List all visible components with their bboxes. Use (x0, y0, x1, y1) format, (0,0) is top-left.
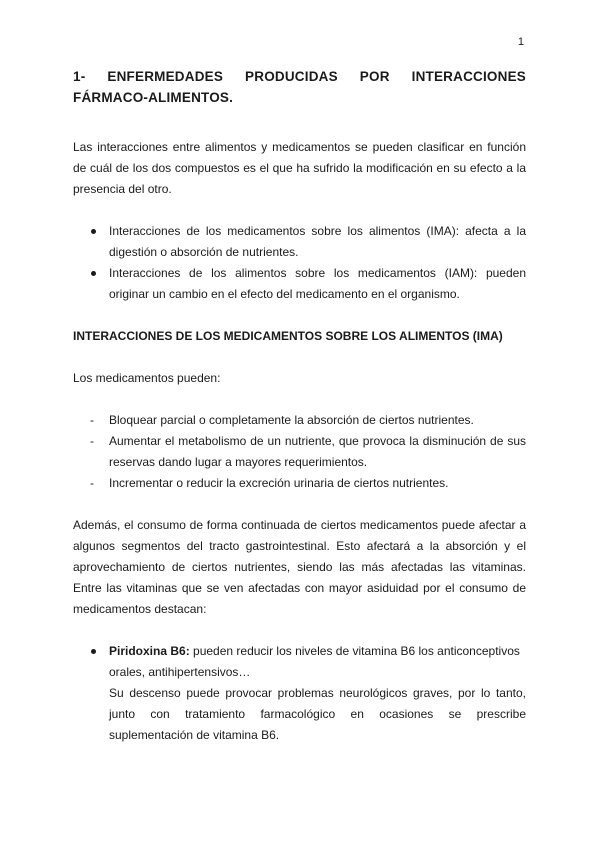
page-number: 1 (517, 36, 524, 48)
vitamin-name: Piridoxina B6: (109, 644, 190, 658)
vitamins-paragraph: Además, el consumo de forma continuada de ciertos medicamentos puede afectar a algunos segmentos del tracto gastrointestinal. Esto afectará a la absorción y el aprovechamiento de ciertos nutrientes, siendo las más afectadas las vitaminas. Entre las vitaminas que se ven afectadas con mayor asiduidad por el consumo de medicamentos destacan: (73, 518, 526, 616)
interaction-types-list (73, 221, 526, 305)
list-item: - Aumentar el metabolismo de un nutriente, que provoca la disminución de sus reservas dando lugar a mayores requerimientos. (73, 431, 526, 473)
chapter-heading-line-2: FÁRMACO-ALIMENTOS. (73, 90, 234, 105)
list-item: Interacciones de los alimentos sobre los medicamentos (IAM): pueden originar un cambio en el efecto del medicamento en el organismo. (73, 263, 526, 305)
vitamin-description: pueden reducir los niveles de vitamina B6 los anticonceptivos orales, antihipertensivos… (109, 644, 520, 679)
list-item: Interacciones de los medicamentos sobre los alimentos (IMA): afecta a la digestión o absorción de nutrientes. (73, 221, 526, 263)
list-item: - Bloquear parcial o completamente la absorción de ciertos nutrientes. (73, 410, 526, 431)
document-body (73, 66, 526, 746)
list-item: - Incrementar o reducir la excreción urinaria de ciertos nutrientes. (73, 473, 526, 494)
intro-paragraph: Las interacciones entre alimentos y medicamentos se pueden clasificar en función de cuál de los dos compuestos es el que ha sufrido la modificación en su efecto a la presencia del otro. (73, 140, 526, 196)
section-intro: Los medicamentos pueden: (73, 371, 221, 385)
vitamins-list (73, 641, 526, 746)
chapter-heading-line-1: 1- ENFERMEDADES PRODUCIDAS POR INTERACCIONES (73, 69, 526, 84)
list-item (73, 641, 526, 746)
vitamin-consequence: Su descenso puede provocar problemas neurológicos graves, por lo tanto, junto con tratamiento farmacológico en ocasiones se prescribe suplementación de vitamina B6. (109, 686, 526, 742)
medication-effects-list (73, 410, 526, 494)
section-title: INTERACCIONES DE LOS MEDICAMENTOS SOBRE LOS ALIMENTOS (IMA) (73, 329, 503, 343)
